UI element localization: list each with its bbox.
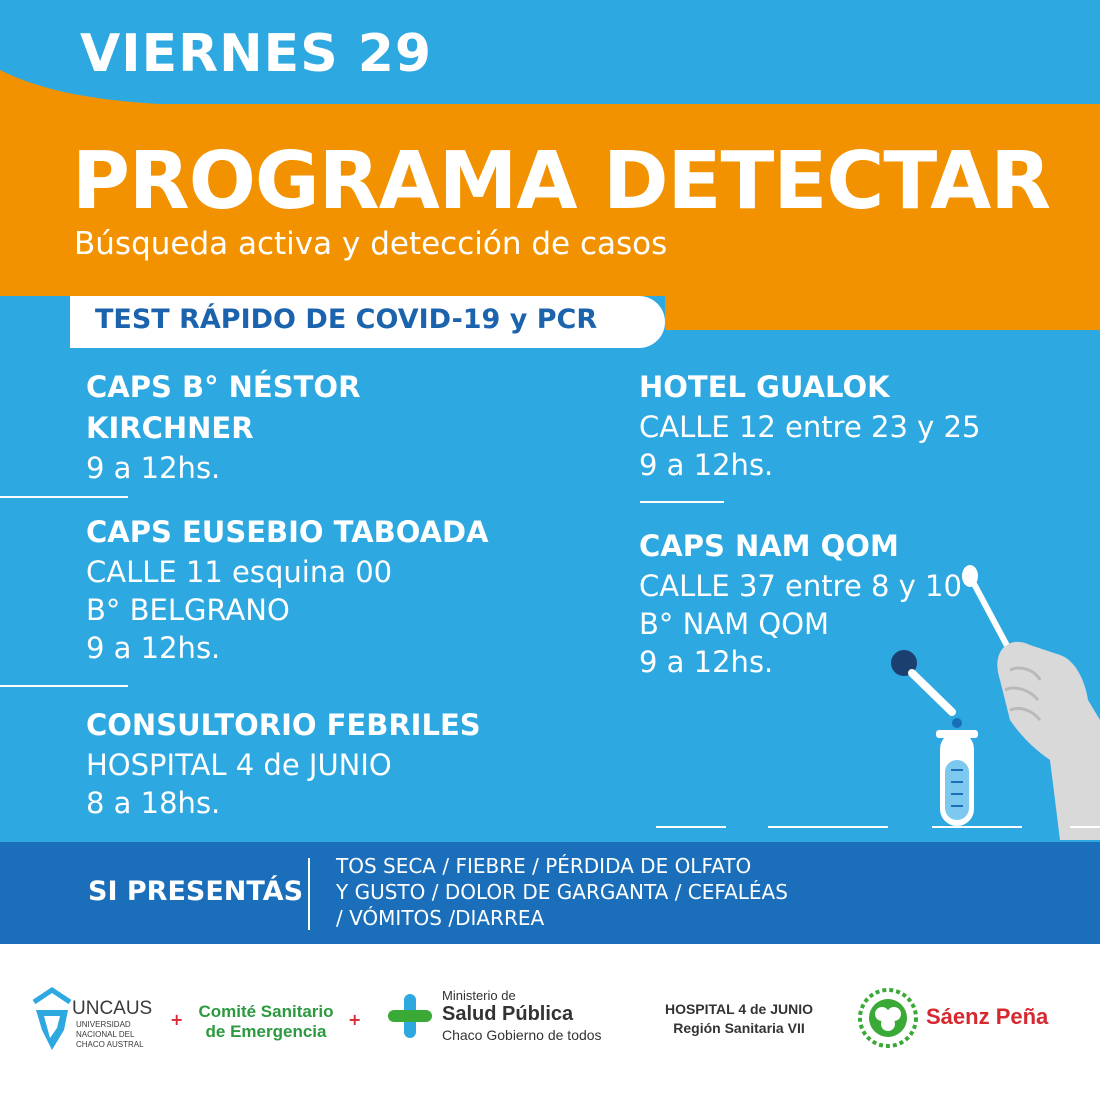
divider: [932, 826, 1022, 828]
symptoms-line: / VÓMITOS /DIARREA: [336, 906, 545, 930]
location-hours: 8 a 18hs.: [86, 786, 221, 820]
dropper-tube: [912, 673, 952, 712]
red-cross-icon: +: [170, 1010, 184, 1029]
test-label: TEST RÁPIDO DE COVID-19 y PCR: [95, 304, 598, 335]
symptoms-separator: [308, 858, 310, 930]
location-name: HOTEL GUALOK: [639, 370, 890, 404]
location-hotel-gualok: [639, 367, 1079, 484]
location-caps-eusebio-taboada: [86, 512, 566, 667]
chaco-gobierno-label: Chaco Gobierno de todos: [442, 1027, 602, 1043]
ministerio-label: Ministerio de: [442, 988, 516, 1003]
location-address: CALLE 12 entre 23 y 25: [639, 410, 981, 444]
program-subtitle: Búsqueda activa y detección de casos: [74, 226, 668, 262]
hospital-region: Región Sanitaria VII: [673, 1020, 805, 1036]
cotton-flower-icon: [858, 988, 918, 1048]
location-neighborhood: B° BELGRANO: [86, 593, 290, 627]
divider: [768, 826, 888, 828]
divider: [0, 496, 128, 498]
divider: [0, 685, 128, 687]
symptoms-list: [336, 853, 836, 931]
uncaus-emblem-icon: [30, 986, 74, 1052]
saenz-pena-name: Sáenz Peña: [926, 1004, 1049, 1029]
location-name: CAPS NAM QOM: [639, 529, 899, 563]
hospital-name: HOSPITAL 4 de JUNIO: [664, 1001, 814, 1017]
footer-logos: [0, 944, 1100, 1100]
uncaus-subtitle: [76, 1020, 144, 1050]
uncaus-logo: [30, 986, 160, 1056]
red-cross-icon: +: [348, 1010, 362, 1029]
date-heading: VIERNES 29: [80, 24, 433, 84]
health-cross-icon: [388, 994, 432, 1038]
uncaus-name: UNCAUS: [72, 998, 153, 1019]
location-hours: 9 a 12hs.: [86, 451, 221, 485]
hospital-logo: [646, 1000, 832, 1038]
swab-tip: [962, 565, 978, 587]
location-name: CONSULTORIO FEBRILES: [86, 708, 481, 742]
divider: [1070, 826, 1100, 828]
location-caps-nestor-kirchner: [86, 367, 566, 487]
comite-line: Comité Sanitario: [198, 1002, 334, 1021]
location-address: CALLE 37 entre 8 y 10: [639, 569, 962, 603]
symptoms-line: TOS SECA / FIEBRE / PÉRDIDA DE OLFATO: [336, 854, 752, 878]
location-name: KIRCHNER: [86, 411, 254, 445]
salud-publica-label: Salud Pública: [442, 1003, 574, 1025]
location-hours: 9 a 12hs.: [86, 631, 221, 665]
uncaus-sub-line: UNIVERSIDAD: [76, 1020, 131, 1029]
uncaus-sub-line: NACIONAL DEL: [76, 1030, 135, 1039]
test-tube-illustration: [860, 560, 1100, 840]
divider: [656, 826, 726, 828]
comite-name: [187, 1002, 345, 1042]
location-name: CAPS B° NÉSTOR: [86, 370, 361, 404]
divider: [640, 501, 724, 503]
location-consultorio-febriles: [86, 705, 566, 822]
glove-hand: [997, 642, 1100, 840]
symptoms-line: Y GUSTO / DOLOR DE GARGANTA / CEFALÉAS: [336, 880, 788, 904]
comite-logo: [170, 1002, 365, 1046]
location-address: HOSPITAL 4 de JUNIO: [86, 748, 392, 782]
location-hours: 9 a 12hs.: [639, 645, 774, 679]
comite-line: de Emergencia: [205, 1022, 327, 1041]
drop: [952, 718, 962, 728]
saenz-pena-logo: [858, 988, 1080, 1048]
uncaus-sub-line: CHACO AUSTRAL: [76, 1040, 144, 1049]
location-address: CALLE 11 esquina 00: [86, 555, 393, 589]
symptoms-label: SI PRESENTÁS: [88, 876, 304, 907]
location-name: CAPS EUSEBIO TABOADA: [86, 515, 489, 549]
program-title: PROGRAMA DETECTAR: [72, 135, 1051, 227]
location-hours: 9 a 12hs.: [639, 448, 774, 482]
location-neighborhood: B° NAM QOM: [639, 607, 830, 641]
ministerio-logo: [386, 988, 636, 1048]
